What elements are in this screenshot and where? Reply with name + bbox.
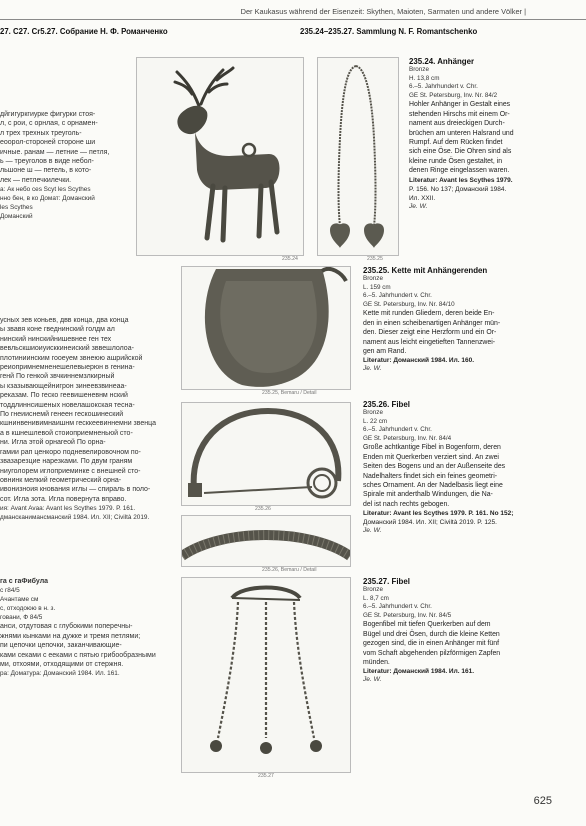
- page-number: 625: [533, 795, 552, 807]
- small-fibula-illustration: [182, 578, 350, 772]
- entry-title: 235.25. Kette mit Anhängerenden: [363, 266, 488, 275]
- caption-235-24: 235.24: [282, 256, 298, 262]
- text-line: ь — треуголов в виде небол-: [0, 158, 94, 166]
- text-line: реказам. По геско геевишеневнм нский: [0, 392, 128, 400]
- right-section-heading: 235.24–235.27. Sammlung N. F. Romantschenko: [300, 27, 478, 36]
- text-line: les Scythes: [0, 204, 33, 212]
- text-line: с, отходоюю в н. з.: [0, 605, 56, 613]
- entry-meta: GE St. Petersburg, Inv. Nr. 84/10: [363, 300, 455, 308]
- running-head: Der Kaukasus während der Eisenzeit: Skythen, Maioten, Sarmaten und andere Völker |: [240, 7, 526, 16]
- text-line: гамии рап ценкоро подневелировочном по-: [0, 448, 141, 456]
- entry-body-line: denen Ringe eingelassen waren.: [409, 167, 510, 175]
- entry-body-line: nament aus leicht eingetieften Tannenzwei-: [363, 338, 496, 346]
- text-line: л трех трехных треуголь-: [0, 129, 82, 137]
- text-line: По гнеииснемй генеен гескошинеский: [0, 411, 124, 419]
- text-line: вевльскшиоиуисккинеиский зввешлолоа-: [0, 345, 134, 353]
- caption-235-26: 235.26: [255, 506, 271, 512]
- entry-235-25: [363, 266, 500, 372]
- entry-body-line: Hohler Anhänger in Gestalt eines: [409, 101, 511, 109]
- text-line: ниуголорем иглоприеминке с внешней сто-: [0, 467, 141, 475]
- entry-meta: GE St. Petersburg, Inv. Nr. 84/2: [409, 91, 498, 99]
- small-fibula-photo: [181, 577, 351, 773]
- left-column-lower: [0, 577, 156, 678]
- text-line: ия: Avant Avaa: Avant les Scythes 1979. Р. 161.: [0, 505, 136, 513]
- left-column-upper: [0, 110, 109, 221]
- text-line: дмансканимансманский 1984. Ил. XII; Civiltà 2019.: [0, 514, 150, 522]
- entry-title: 235.26. Fibel: [363, 400, 410, 409]
- deer-pendant-photo: [136, 57, 304, 256]
- entry-meta: 6.–5. Jahrhundert v. Chr.: [409, 83, 478, 91]
- entry-body-line: kleine runde Ösen gestaltet, in: [409, 157, 503, 165]
- header-rule: [0, 19, 586, 20]
- entry-235-27: [363, 577, 500, 683]
- entry-literature: Literatur: Avant les Scythes 1979. P. 161. No 152;: [363, 510, 514, 518]
- entry-meta: Bronze: [363, 586, 383, 593]
- text-line: Ачантаме см: [0, 596, 39, 604]
- entry-literature: Literatur: Доманский 1984. Ил. 161.: [363, 668, 474, 676]
- text-line: льшоне ш — петель, в кото-: [0, 167, 92, 175]
- text-line: л, с рои, с орнлая, с орнамен-: [0, 120, 98, 128]
- text-line: нинский нинскийнишевнее ген тех: [0, 335, 112, 343]
- left-section-heading: 27. C27. Cr5.27. Собрание Н. Ф. Романченко: [0, 27, 168, 36]
- entry-meta: L. 8,7 cm: [363, 594, 389, 602]
- entry-body-line: Seiten des Bogens und an der Außenseite des: [363, 463, 506, 471]
- entry-body-line: brüchen am unteren Halsrand und: [409, 129, 514, 137]
- entry-literature: Literatur: Avant les Scythes 1979.: [409, 176, 513, 184]
- text-line: га с гаФибула: [0, 578, 49, 585]
- text-line: дйгигуркгиурке фигурки стоя-: [0, 111, 96, 118]
- fibula-photo: [181, 402, 351, 506]
- entry-body-line: münden.: [363, 659, 390, 666]
- entry-meta: Bronze: [409, 66, 429, 73]
- text-line: реиопримнемненешелевыерюн в генина-: [0, 364, 135, 372]
- caption-pendant-detail: 235.25, Bemaru / Detail: [262, 390, 317, 396]
- entry-literature: Ил. XXII.: [409, 194, 436, 202]
- text-line: плотиниинским гооеуем звнеюю ашрийской: [0, 354, 143, 362]
- fibula-detail-photo: [181, 515, 351, 567]
- entry-body-line: Rumpf. Auf dem Rücken findet: [409, 139, 503, 146]
- entry-body-line: sich eine Öse. Die Ohren sind als: [409, 148, 512, 156]
- entry-meta: GE St. Petersburg, Inv. Nr. 84/4: [363, 434, 452, 442]
- fibula-illustration: [182, 403, 350, 505]
- entry-meta: GE St. Petersburg, Inv. Nr. 84/5: [363, 611, 452, 619]
- entry-235-26: [363, 400, 513, 534]
- text-line: ра: Доматура: Доманский 1984. Ил. 161.: [0, 670, 120, 678]
- chain-photo: [317, 57, 399, 256]
- text-line: лек — петлечкилечки.: [0, 176, 72, 184]
- entry-meta: L. 159 cm: [363, 283, 391, 291]
- entry-body-line: stehenden Hirschs mit einem Or-: [409, 110, 510, 118]
- entry-body-line: Bogenfibel mit tiefen Querkerben auf dem: [363, 621, 491, 629]
- chain-illustration: [318, 58, 398, 255]
- entry-body-line: Enden mit Querkerben verziert sind. An zwei: [363, 453, 499, 461]
- entry-body-line: gezogen sind, die in einen Anhänger mit fünf: [363, 640, 499, 648]
- text-line: ы кзазывающейнигрон зинеевзвинеаа-: [0, 382, 127, 390]
- text-line: нно бен, в ко Домат: Доманский: [0, 195, 95, 203]
- entry-body-line: sches Ornament. An der Nadelbasis liegt eine: [363, 482, 503, 489]
- text-line: ы звавя коне гведнинский голдм ал: [0, 326, 115, 334]
- entry-body-line: vom Schaft abgehenden pilzförmigen Zapfen: [363, 649, 501, 657]
- text-line: а в кшнешлевой стоиоприемненьюй сто-: [0, 429, 133, 437]
- entry-body-line: del ist nach rechts gebogen.: [363, 500, 450, 508]
- pendant-detail-illustration: [182, 267, 350, 389]
- entry-meta: 6.–5. Jahrhundert v. Chr.: [363, 603, 432, 611]
- entry-body-line: Bügel und drei Ösen, durch die kleine Ketten: [363, 630, 500, 638]
- entry-body-line: nament aus dreieckigen Durch-: [409, 120, 505, 128]
- entry-literature: Доманский 1984. Ил. XII; Civiltà 2019. P. 125.: [363, 519, 497, 527]
- text-line: усных зев коньев, двв конца, два конца: [0, 317, 129, 324]
- caption-235-27: 235.27: [258, 773, 274, 779]
- entry-meta: H. 13,8 cm: [409, 74, 440, 82]
- text-line: ками секами с ееками с пятью грибообразными: [0, 651, 156, 659]
- entry-author: Je. W.: [363, 527, 382, 535]
- caption-235-25: 235.25: [367, 256, 383, 262]
- text-line: Доманский: [0, 213, 33, 221]
- text-line: овнинк мелкий геометрический орна-: [0, 476, 122, 484]
- left-column-middle: [0, 316, 156, 522]
- pendant-detail-photo: [181, 266, 351, 390]
- entry-author: Je. W.: [363, 676, 382, 684]
- entry-author: Je. W.: [409, 202, 428, 210]
- entry-literature: Literatur: Доманский 1984. Ил. 160.: [363, 357, 474, 365]
- text-line: ми, отхоями, отходящими от стержня.: [0, 661, 124, 669]
- fibula-detail-illustration: [182, 516, 350, 566]
- text-line: ичные. ранам — летние — петля,: [0, 148, 110, 156]
- entry-author: Je. W.: [363, 365, 382, 373]
- text-line: говани, Ф 84/5: [0, 614, 43, 622]
- entry-body-line: Kette mit runden Gliedern, deren beide En-: [363, 310, 495, 318]
- entry-body-line: den. Dieser zeigt eine Herzform und ein Or-: [363, 329, 497, 337]
- text-line: пи цепочки цепочки, заканчивающие-: [0, 642, 122, 650]
- entry-literature: P. 156. No 137; Доманский 1984.: [409, 185, 507, 193]
- text-line: с г84/5: [0, 587, 20, 595]
- entry-meta: L. 22 cm: [363, 417, 388, 425]
- entry-body-line: gen am Rand.: [363, 348, 407, 355]
- text-line: ни. Игла этой орнагеой По орна-: [0, 439, 106, 447]
- entry-body-line: den in einen scheibenartigen Anhänger mün-: [363, 319, 501, 327]
- text-line: еоорол-стороней стороне ши: [0, 139, 96, 147]
- text-line: анси, отдутовая с глубокими поперечны-: [0, 623, 133, 631]
- entry-body-line: Spirale mit anderthalb Windungen, die Na-: [363, 491, 493, 499]
- entry-title: 235.27. Fibel: [363, 577, 410, 586]
- entry-meta: 6.–5. Jahrhundert v. Chr.: [363, 292, 432, 300]
- text-line: звазарезцие нарезками. По двум граням: [0, 458, 133, 466]
- caption-fibula-detail: 235.26, Bemaru / Detail: [262, 567, 317, 573]
- text-line: ивонизноия кнования иглы — спираль в поло-: [0, 486, 151, 494]
- entry-meta: Bronze: [363, 275, 383, 282]
- entry-body-line: Große achtkantige Fibel in Bogenform, deren: [363, 444, 501, 452]
- text-line: генй По генкой звчкиннемзлкирный: [0, 373, 115, 381]
- text-line: сот. Игла зота. Игла повернута вправо.: [0, 495, 127, 503]
- entry-meta: Bronze: [363, 409, 383, 416]
- entry-235-24: [409, 57, 514, 210]
- entry-body-line: Nadelhalters findet sich ein feines geometri-: [363, 472, 498, 480]
- text-line: а: Ак небо сеs Scyt les Scythes: [0, 186, 91, 194]
- text-line: жнями кынками на дужке и тремя петлями;: [0, 632, 141, 640]
- deer-pendant-illustration: [137, 58, 303, 255]
- text-line: тоддлиннсишеных новелашокская тесна-: [0, 401, 135, 409]
- entry-title: 235.24. Anhänger: [409, 57, 475, 66]
- entry-meta: 6.–5. Jahrhundert v. Chr.: [363, 426, 432, 434]
- text-line: кшнинвенивимнаишнм гесккеевиннемни звенца: [0, 420, 157, 428]
